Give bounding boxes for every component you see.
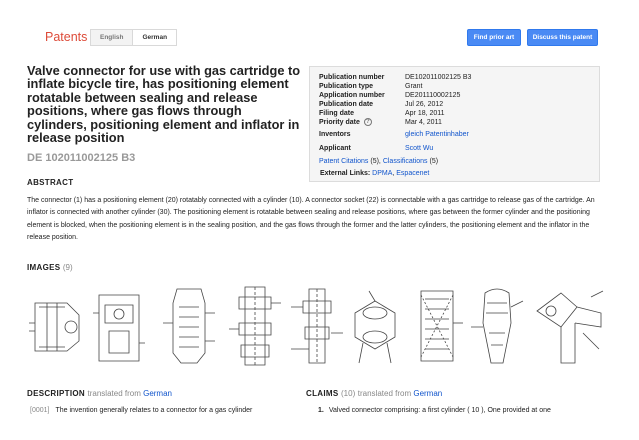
espacenet-link[interactable]: Espacenet [396,170,430,177]
discuss-patent-button[interactable]: Discuss this patent [527,29,598,46]
description-paragraph: [0001] The invention generally relates to a connector for a gas cylinder [30,407,253,414]
claims-source-language-link[interactable]: German [413,389,443,398]
info-publication-number: Publication number DE102011002125 B3 [319,74,472,81]
top-bar [0,0,639,58]
info-filing-date: Filing date Apr 18, 2011 [319,110,445,117]
patent-title: Valve connector for use with gas cartridge to inflate bicycle tire, has positioning element rotatable between sealing and release positions, where gas flows through cylinders, positioning element and inflator in release position [27,63,301,146]
info-priority-date: Priority date ? Mar 4, 2011 [319,119,442,126]
claims-heading: CLAIMS (10) translated from German [306,389,443,398]
abstract-heading: ABSTRACT [27,178,74,187]
abstract-text: The connector (1) has a positioning element (20) rotatably connected with a cylinder (10). A connector socket (22) is connectable with a gas cartridge to release gas of the cartridge. An inflator is connected with another cylinder (30). The positioning element is rotatable between sealing and release positions, where gas between the former cylinder and the positioning element is blocked, when the positioning element is in the sealing position, and the gas flows through the former and the latter cylinders, the positioning element and the inflator in the release position. [27,197,595,242]
inventor-link[interactable]: gleich Patentinhaber [405,131,469,138]
patent-drawing-thumbnail[interactable] [531,283,607,368]
claim-item: 1. Valved connector comprising: a first cylinder ( 10 ), One provided at one [318,407,551,414]
dpma-link[interactable]: DPMA [372,170,393,177]
language-german-button[interactable]: German [132,29,177,46]
images-heading: IMAGES (9) [27,263,73,272]
patent-drawing-thumbnail[interactable] [287,283,347,368]
applicant-link[interactable]: Scott Wu [405,145,434,152]
patent-drawing-thumbnail[interactable] [27,283,87,368]
info-publication-date: Publication date Jul 26, 2012 [319,101,444,108]
info-inventors: Inventors gleich Patentinhaber [319,131,469,138]
info-citations: Patent Citations (5), Classifications (5) [319,158,439,165]
external-links: External Links: DPMA, Espacenet [320,170,430,177]
patent-drawing-thumbnail[interactable] [159,283,219,368]
find-prior-art-button[interactable]: Find prior art [467,29,521,46]
classifications-link[interactable]: Classifications [382,158,428,165]
description-heading: DESCRIPTION translated from German [27,389,172,398]
language-english-button[interactable]: English [90,29,133,46]
info-applicant: Applicant Scott Wu [319,145,434,152]
images-strip [27,283,607,368]
patent-number: DE 102011002125 B3 [27,152,136,164]
help-icon[interactable]: ? [364,118,372,126]
patents-logo[interactable]: Patents [45,30,88,44]
info-publication-type: Publication type Grant [319,83,423,90]
patent-drawing-thumbnail[interactable] [467,283,527,368]
patent-drawing-thumbnail[interactable] [407,283,467,368]
info-application-number: Application number DE201110002125 [319,92,461,99]
patent-citations-link[interactable]: Patent Citations [319,158,369,165]
patent-drawing-thumbnail[interactable] [225,283,285,368]
patent-drawing-thumbnail[interactable] [89,283,149,368]
patent-info-box [309,66,600,182]
patent-drawing-thumbnail[interactable] [345,283,405,368]
description-source-language-link[interactable]: German [143,389,172,398]
language-toggle [90,29,177,46]
